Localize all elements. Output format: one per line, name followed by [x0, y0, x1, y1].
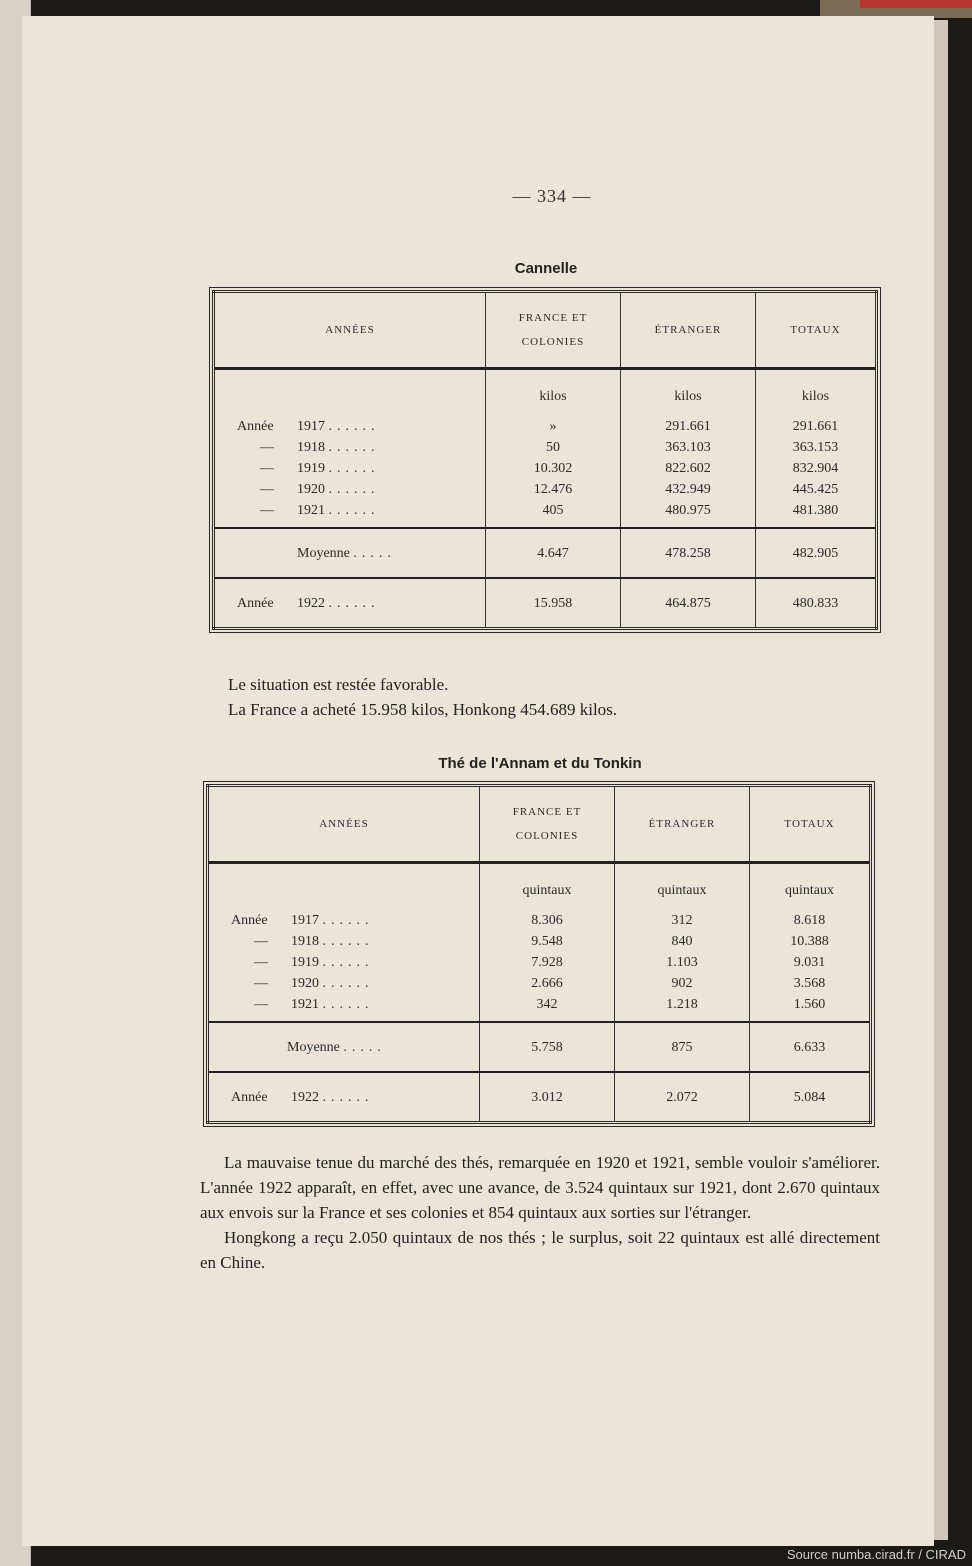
cell-totaux: 10.388 [750, 931, 871, 952]
paragraph: Hongkong a reçu 2.050 quintaux de nos thés ; le surplus, soit 22 quintaux est allé directement en Chine. [200, 1228, 880, 1272]
unit-label: kilos [486, 369, 621, 417]
cell-totaux: 291.661 [756, 416, 877, 437]
header-totaux: TOTAUX [756, 292, 877, 369]
unit-label: quintaux [615, 863, 750, 911]
row-label: — [254, 976, 268, 991]
header-france: FRANCE ET COLONIES [480, 786, 615, 863]
cell-etranger: 1.218 [615, 994, 750, 1022]
row-year: 1919 [291, 955, 319, 970]
cell-totaux: 480.833 [756, 578, 877, 629]
row-label: — [260, 503, 274, 518]
unit-label: kilos [756, 369, 877, 417]
unit-label: quintaux [480, 863, 615, 911]
cell-totaux: 6.633 [750, 1022, 871, 1072]
cell-totaux: 481.380 [756, 500, 877, 528]
cell-totaux: 445.425 [756, 479, 877, 500]
table-row: — 1918 ...... 50 363.103 363.153 [214, 437, 877, 458]
cell-totaux: 482.905 [756, 528, 877, 578]
row-year: 1920 [291, 976, 319, 991]
row-label: — [260, 440, 274, 455]
cell-france: 10.302 [486, 458, 621, 479]
year-1922-row: Année 1922 ...... 15.958 464.875 480.833 [214, 578, 877, 629]
cell-totaux: 363.153 [756, 437, 877, 458]
cell-france: » [486, 416, 621, 437]
row-label: Année [231, 913, 268, 928]
units-row [214, 369, 877, 417]
row-year: 1921 [297, 503, 325, 518]
header-etranger: ÉTRANGER [615, 786, 750, 863]
row-label: Moyenne [297, 545, 350, 561]
row-year: 1919 [297, 461, 325, 476]
average-row: Moyenne ..... 5.758 875 6.633 [208, 1022, 871, 1072]
row-label: — [254, 934, 268, 949]
header-france: FRANCE ET COLONIES [486, 292, 621, 369]
cell-etranger: 312 [615, 910, 750, 931]
the-comment [200, 1150, 880, 1275]
cell-france: 405 [486, 500, 621, 528]
cell-totaux: 9.031 [750, 952, 871, 973]
units-row [208, 863, 871, 911]
cell-etranger: 464.875 [621, 578, 756, 629]
cell-france: 9.548 [480, 931, 615, 952]
row-year: 1920 [297, 482, 325, 497]
cannelle-comment [228, 672, 868, 722]
row-year: 1917 [297, 419, 325, 434]
header-annees: ANNÉES [214, 292, 486, 369]
cell-totaux: 3.568 [750, 973, 871, 994]
page-right-edge [934, 20, 948, 1540]
book-page [22, 16, 934, 1546]
cell-totaux: 1.560 [750, 994, 871, 1022]
row-label: Moyenne [287, 1039, 340, 1055]
cell-france: 5.758 [480, 1022, 615, 1072]
row-label: Année [237, 419, 274, 434]
source-credit: Source numba.cirad.fr / CIRAD [786, 1547, 966, 1562]
table-row: — 1921 ...... 342 1.218 1.560 [208, 994, 871, 1022]
row-year: 1917 [291, 913, 319, 928]
table-row: — 1918 ...... 9.548 840 10.388 [208, 931, 871, 952]
table-row: — 1919 ...... 10.302 822.602 832.904 [214, 458, 877, 479]
cell-france: 15.958 [486, 578, 621, 629]
average-row: Moyenne ..... 4.647 478.258 482.905 [214, 528, 877, 578]
cell-etranger: 875 [615, 1022, 750, 1072]
table-header-row [214, 292, 877, 369]
header-etranger: ÉTRANGER [621, 292, 756, 369]
table-row: — 1920 ...... 2.666 902 3.568 [208, 973, 871, 994]
cell-totaux: 8.618 [750, 910, 871, 931]
cell-totaux: 832.904 [756, 458, 877, 479]
row-year: 1921 [291, 997, 319, 1012]
cell-etranger: 478.258 [621, 528, 756, 578]
unit-label: kilos [621, 369, 756, 417]
table-row: Année 1917 ...... 8.306 312 8.618 [208, 910, 871, 931]
year-1922-row: Année 1922 ...... 3.012 2.072 5.084 [208, 1072, 871, 1123]
cell-france: 342 [480, 994, 615, 1022]
row-year: 1922 [297, 595, 325, 611]
cell-france: 12.476 [486, 479, 621, 500]
cell-etranger: 840 [615, 931, 750, 952]
cell-france: 4.647 [486, 528, 621, 578]
row-label: — [254, 997, 268, 1012]
cell-etranger: 291.661 [621, 416, 756, 437]
paragraph-line: Le situation est restée favorable. [228, 675, 449, 694]
cell-etranger: 902 [615, 973, 750, 994]
row-year: 1918 [291, 934, 319, 949]
cell-etranger: 2.072 [615, 1072, 750, 1123]
cell-etranger: 480.975 [621, 500, 756, 528]
cell-etranger: 363.103 [621, 437, 756, 458]
row-label: Année [237, 595, 274, 611]
paragraph: La mauvaise tenue du marché des thés, remarquée en 1920 et 1921, semble vouloir s'améliorer. L'année 1922 apparaît, en effet, avec une avance, de 3.524 quintaux sur 1921, dont 2.670 quintaux aux envois sur la France et ses colonies et 854 quintaux aux sorties sur l'étranger. [200, 1153, 880, 1222]
cannelle-table [212, 290, 878, 630]
table-row: — 1920 ...... 12.476 432.949 445.425 [214, 479, 877, 500]
row-year: 1922 [291, 1089, 319, 1105]
table-row: Année 1917 ...... » 291.661 291.661 [214, 416, 877, 437]
cell-france: 7.928 [480, 952, 615, 973]
row-label: — [260, 482, 274, 497]
table-row: — 1919 ...... 7.928 1.103 9.031 [208, 952, 871, 973]
unit-label: quintaux [750, 863, 871, 911]
row-label: — [260, 461, 274, 476]
cell-france: 8.306 [480, 910, 615, 931]
cell-etranger: 822.602 [621, 458, 756, 479]
cell-etranger: 432.949 [621, 479, 756, 500]
row-label: — [254, 955, 268, 970]
cell-france: 3.012 [480, 1072, 615, 1123]
row-year: 1918 [297, 440, 325, 455]
page-number: — 334 — [512, 186, 592, 206]
cell-etranger: 1.103 [615, 952, 750, 973]
cell-totaux: 5.084 [750, 1072, 871, 1123]
cell-france: 2.666 [480, 973, 615, 994]
cell-france: 50 [486, 437, 621, 458]
the-title: Thé de l'Annam et du Tonkin [438, 755, 642, 772]
cannelle-title: Cannelle [514, 260, 578, 277]
table-row: — 1921 ...... 405 480.975 481.380 [214, 500, 877, 528]
header-annees: ANNÉES [208, 786, 480, 863]
paragraph-line: La France a acheté 15.958 kilos, Honkong 454.689 kilos. [228, 700, 618, 719]
the-table [206, 784, 872, 1124]
header-totaux: TOTAUX [750, 786, 871, 863]
table-header-row [208, 786, 871, 863]
book-cover-red-edge [860, 0, 972, 8]
row-label: Année [231, 1089, 268, 1105]
